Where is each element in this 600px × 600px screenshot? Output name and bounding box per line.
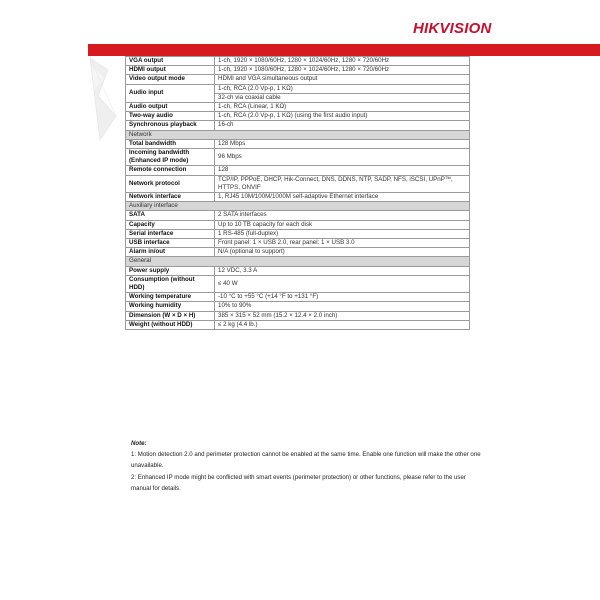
spec-value: 16-ch	[215, 121, 470, 130]
spec-value: Up to 10 TB capacity for each disk	[215, 220, 470, 229]
spec-value: ≤ 2 kg (4.4 lb.)	[215, 320, 470, 329]
table-row	[126, 75, 470, 84]
section-header: Network	[126, 130, 470, 139]
spec-value: N/A (optional to support)	[215, 248, 470, 257]
spec-label: Network interface	[126, 193, 215, 202]
table-row	[126, 320, 470, 329]
spec-label: Dimension (W × D × H)	[126, 311, 215, 320]
spec-table-body	[126, 57, 470, 330]
spec-value: Front panel: 1 × USB 2.0, rear panel: 1 × USB 3.0	[215, 239, 470, 248]
spec-label: Total bandwidth	[126, 139, 215, 148]
specification-table	[125, 56, 470, 330]
note-title: Note:	[131, 440, 147, 447]
table-row	[126, 248, 470, 257]
spec-value: ≤ 40 W	[215, 275, 470, 292]
table-row	[126, 112, 470, 121]
table-row	[126, 220, 470, 229]
spec-label: Audio input	[126, 84, 215, 102]
spec-label: Video output mode	[126, 75, 215, 84]
spec-value: 10% to 90%	[215, 302, 470, 311]
header-red-bar	[88, 44, 600, 56]
spec-value: 1-ch, 1920 × 1080/60Hz, 1280 × 1024/60Hz, 1280 × 720/60Hz	[215, 66, 470, 75]
spec-value: 1-ch, 1920 × 1080/60Hz, 1280 × 1024/60Hz, 1280 × 720/60Hz	[215, 57, 470, 66]
spec-value: 12 VDC, 3.3 A	[215, 266, 470, 275]
spec-value: -10 °C to +55 °C (+14 °F to +131 °F)	[215, 293, 470, 302]
spec-value: 128 Mbps	[215, 139, 470, 148]
table-row	[126, 311, 470, 320]
spec-label: Network protocol	[126, 175, 215, 192]
spec-label: Incoming bandwidth (Enhanced IP mode)	[126, 149, 215, 166]
section-header-row	[126, 130, 470, 139]
spec-label: SATA	[126, 211, 215, 220]
table-row	[126, 84, 470, 93]
table-row	[126, 139, 470, 148]
note-block	[131, 438, 481, 494]
table-row	[126, 66, 470, 75]
table-row	[126, 149, 470, 166]
decorative-shape-icon	[86, 56, 126, 176]
section-header: Auxiliary interface	[126, 202, 470, 211]
spec-label: Power supply	[126, 266, 215, 275]
logo-part-hik: HIK	[413, 20, 440, 37]
hikvision-logo	[413, 20, 491, 37]
spec-value: 385 × 315 × 52 mm (15.2 × 12.4 × 2.0 inch)	[215, 311, 470, 320]
table-row	[126, 266, 470, 275]
table-row	[126, 193, 470, 202]
table-row	[126, 229, 470, 238]
spec-label: HDMI output	[126, 66, 215, 75]
table-row	[126, 103, 470, 112]
spec-label: Capacity	[126, 220, 215, 229]
spec-label: Working humidity	[126, 302, 215, 311]
spec-value: 1-ch, RCA (2.0 Vp-p, 1 KΩ)	[215, 84, 470, 93]
spec-label: VGA output	[126, 57, 215, 66]
spec-value: 1-ch, RCA (2.0 Vp-p, 1 KΩ) (using the first audio input)	[215, 112, 470, 121]
spec-value: 32-ch via coaxial cable	[215, 93, 470, 102]
spec-label: Remote connection	[126, 166, 215, 175]
spec-value: HDMI and VGA simultaneous output	[215, 75, 470, 84]
table-row	[126, 293, 470, 302]
section-header-row	[126, 257, 470, 266]
note-line-1: 1: Motion detection 2.0 and perimeter protection cannot be enabled at the same time. Enable one function will make the other one unavailable.	[131, 451, 481, 470]
spec-label: Serial interface	[126, 229, 215, 238]
section-header: General	[126, 257, 470, 266]
table-row	[126, 239, 470, 248]
table-row	[126, 211, 470, 220]
spec-label: Weight (without HDD)	[126, 320, 215, 329]
table-row	[126, 121, 470, 130]
spec-value: 1 RS-485 (full-duplex)	[215, 229, 470, 238]
table-row	[126, 166, 470, 175]
spec-label: Alarm in/out	[126, 248, 215, 257]
spec-value: 1-ch, RCA (Linear, 1 KΩ)	[215, 103, 470, 112]
spec-label: Working temperature	[126, 293, 215, 302]
spec-value: 1, RJ45 10M/100M/1000M self-adaptive Ethernet interface	[215, 193, 470, 202]
table-row	[126, 275, 470, 292]
table-row	[126, 302, 470, 311]
note-line-2: 2: Enhanced IP mode might be conflicted with smart events (perimeter protection) or other functions, please refer to the user manual for details.	[131, 473, 466, 492]
spec-value: TCP/IP, PPPoE, DHCP, Hik-Connect, DNS, DDNS, NTP, SADP, NFS, iSCSI, UPnP™, HTTPS, ONVIF	[215, 175, 470, 192]
spec-label: Audio output	[126, 103, 215, 112]
table-row	[126, 57, 470, 66]
spec-label: Synchronous playback	[126, 121, 215, 130]
spec-label: Two-way audio	[126, 112, 215, 121]
logo-part-vision: VISION	[439, 20, 492, 37]
spec-label: USB interface	[126, 239, 215, 248]
spec-value: 2 SATA interfaces	[215, 211, 470, 220]
table-row	[126, 175, 470, 192]
section-header-row	[126, 202, 470, 211]
spec-value: 96 Mbps	[215, 149, 470, 166]
spec-label: Consumption (without HDD)	[126, 275, 215, 292]
spec-value: 128	[215, 166, 470, 175]
